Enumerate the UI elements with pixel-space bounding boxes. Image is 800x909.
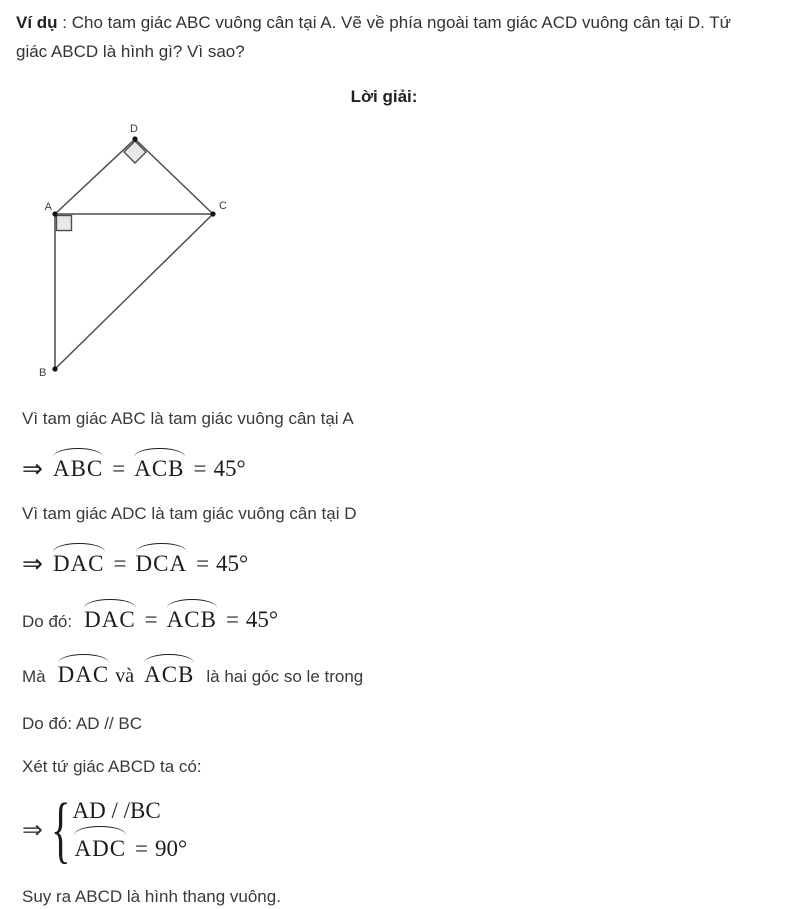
conjunction: và [115,665,135,687]
figure-edges [55,139,213,369]
problem-label: Ví dụ [16,13,58,32]
system-brace: { [50,789,71,871]
vertex-label-d: D [130,123,138,135]
right-angle-marker-a [57,216,72,231]
vertex-label-b: B [39,367,47,379]
solution-conclusion: Suy ra ABCD là hình thang vuông. [22,887,281,906]
system-row-angle [72,834,187,864]
angle-value: 90° [155,836,188,861]
solution-step-4 [22,654,760,688]
angle-value: 45° [245,607,279,632]
problem-text: Cho tam giác ABC vuông cân tại A. Vẽ về phía ngoài tam giác ACD vuông cân tại D. Tứ giác ABCD là hình gì? Vì sao? [16,13,732,61]
equals-sign: = [225,607,239,632]
system-row-parallel: AD / /BC [72,798,161,823]
equals-sign: = [196,551,210,576]
solution-step-5: Do đó: AD // BC [22,714,142,733]
problem-separator: : [57,13,72,32]
solution-body [16,407,760,909]
solution-step-1: Vì tam giác ABC là tam giác vuông cân tại A [22,409,354,428]
angle-acb: ACB [166,607,217,632]
equals-sign: = [113,551,127,576]
angle-dca: DCA [135,551,188,576]
equals-sign: = [193,456,207,481]
equals-sign: = [135,836,149,861]
implies-arrow-icon: ⇒ [22,816,43,844]
angle-acb: ACB [134,456,185,481]
angle-adc: ADC [72,834,128,864]
figure-points [52,136,215,371]
problem-statement [16,8,752,66]
math-line-abc [22,445,760,483]
solution-heading: Lời giải: [350,87,418,106]
equals-sign: = [112,456,126,481]
vertex-label-a: A [44,201,52,213]
equation-system [22,789,760,871]
angle-dac: DAC [84,607,136,632]
solution-step-6: Xét tứ giác ABCD ta có: [22,757,202,776]
solution-step-3 [22,599,760,633]
equals-sign: = [144,607,158,632]
step-suffix: là hai góc so le trong [206,667,364,686]
angle-acb: ACB [144,662,195,687]
step-prefix: Mà [22,667,46,686]
angle-value: 45° [216,551,249,576]
system-rows [72,796,187,864]
geometry-figure [16,117,316,393]
implies-arrow-icon: ⇒ [22,456,43,483]
angle-dac: DAC [57,662,110,687]
vertex-label-c: C [219,200,227,212]
triangle-diagram [16,117,316,393]
angle-value: 45° [213,456,246,481]
math-line-dac [22,540,760,578]
step-prefix: Do đó: [22,612,73,631]
angle-dac: DAC [52,551,105,576]
solution-step-2: Vì tam giác ADC là tam giác vuông cân tại D [22,504,357,523]
implies-arrow-icon: ⇒ [22,551,43,578]
angle-abc: ABC [52,456,104,481]
right-angle-marker-d [124,141,146,163]
